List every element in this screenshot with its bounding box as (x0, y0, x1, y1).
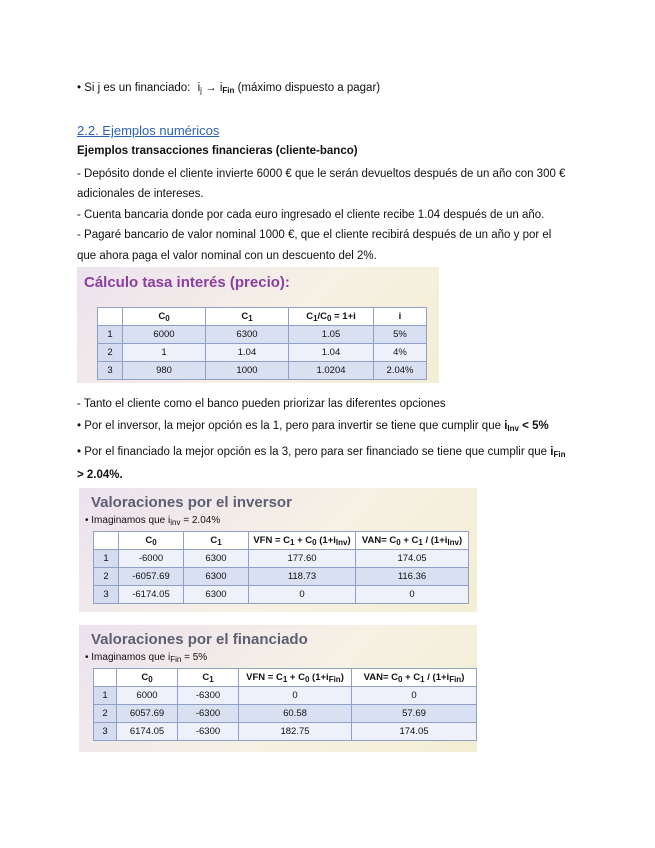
table-header-cell: $VAN= C_0 + C_1 / (1+i_{Inv})$ (356, 532, 469, 550)
table-header-cell: $C_1$ (178, 669, 239, 687)
example-line-2: adicionales de intereses. (77, 188, 204, 200)
table-row (98, 362, 427, 380)
table-header-cell: $C_0$ (117, 669, 178, 687)
table-cell: 2.04% (374, 362, 427, 380)
table-header-cell (94, 532, 119, 550)
table-cell: 116.36 (356, 568, 469, 586)
table-cell: 1000 (206, 362, 289, 380)
section-subheading: Ejemplos transacciones financieras (cliente-banco) (77, 145, 358, 157)
example-line-3: - Cuenta bancaria donde por cada euro ingresado el cliente recibe 1.04 después de un año. (77, 209, 545, 221)
table-cell: 0 (356, 586, 469, 604)
table-header-cell: VFN = $C_1 + C_0$ $(1+i_{Inv})$ (249, 532, 356, 550)
table-header-cell: VFN = $C_1 + C_0$ $(1+i_{Fin})$ (239, 669, 352, 687)
table-cell: 2 (94, 705, 117, 723)
table-header-row (94, 532, 469, 550)
table2-panel (79, 488, 477, 612)
example-line-5: que ahora paga el valor nominal con un descuento del 2%. (77, 250, 377, 262)
i-fin-symbol: $i_{Fin}$ (219, 82, 235, 95)
table-row (94, 705, 477, 723)
table-row (98, 344, 427, 362)
table-cell: 6000 (123, 326, 206, 344)
note-line-1: - Tanto el cliente como el banco pueden priorizar las diferentes opciones (77, 398, 446, 410)
note-line-3: • Por el financiado la mejor opción es la 3, pero para ser financiado se tiene que cumplir que $i_{Fin}$ (77, 446, 566, 459)
table-cell: 3 (94, 723, 117, 741)
table3 (93, 668, 477, 741)
table-cell: 3 (98, 362, 123, 380)
table-cell: 6174.05 (117, 723, 178, 741)
table-cell: 6300 (184, 586, 249, 604)
table-cell: 5% (374, 326, 427, 344)
table-cell: 0 (239, 687, 352, 705)
table-cell: 6057.69 (117, 705, 178, 723)
table-header-cell: $C_0$ (119, 532, 184, 550)
table-header-cell: $C_1/C_0 = 1+i$ (289, 308, 374, 326)
table-row (94, 586, 469, 604)
intro-note: (máximo dispuesto a pagar) (237, 82, 381, 94)
note-line-2: • Por el inversor, la mejor opción es la 1, pero para invertir se tiene que cumplir que $i_{Inv} < 5\%$ (77, 420, 549, 433)
table-cell: 4% (374, 344, 427, 362)
example-line-4: - Pagaré bancario de valor nominal 1000 €, que el cliente recibirá después de un año y por el (77, 229, 552, 241)
table3-assumption: • Imaginamos que $i_{Fin} = 5\%$ (85, 652, 208, 664)
note-line-4: > 2.04%. (77, 469, 123, 481)
table-cell: 2 (98, 344, 123, 362)
table-cell: 1 (98, 326, 123, 344)
intro-text: Si j es un financiado: (84, 82, 191, 94)
table-cell: 1.05 (289, 326, 374, 344)
table-cell: 174.05 (356, 550, 469, 568)
table2-assumption: • Imaginamos que $i_{inv} = 2.04\%$ (85, 515, 221, 527)
table-cell: 1.04 (289, 344, 374, 362)
table3-panel (79, 625, 477, 752)
i-j-symbol: $i_j$ (197, 82, 202, 95)
table-cell: 182.75 (239, 723, 352, 741)
table-header-cell (98, 308, 123, 326)
bullet: • (77, 82, 82, 94)
table-cell: 174.05 (352, 723, 477, 741)
table-row (94, 568, 469, 586)
table-header-row (98, 308, 427, 326)
table-cell: 6300 (206, 326, 289, 344)
table-cell: 2 (94, 568, 119, 586)
table2 (93, 531, 469, 604)
table3-title: Valoraciones por el financiado (91, 631, 308, 648)
table-cell: 1 (94, 550, 119, 568)
table-cell: 1 (94, 687, 117, 705)
section-heading[interactable]: 2.2. Ejemplos numéricos (77, 123, 220, 138)
table-row (98, 326, 427, 344)
table-row (94, 687, 477, 705)
table-cell: -6300 (178, 687, 239, 705)
intro-line (77, 80, 380, 99)
table-cell: -6300 (178, 723, 239, 741)
table-cell: 0 (352, 687, 477, 705)
table-header-cell: $C_1$ (184, 532, 249, 550)
table-header-cell: $VAN= C_0 + C_1 / (1+i_{Fin})$ (352, 669, 477, 687)
table-cell: 177.60 (249, 550, 356, 568)
table-cell: 0 (249, 586, 356, 604)
table-header-cell: $C_0$ (123, 308, 206, 326)
table-cell: 980 (123, 362, 206, 380)
table-header-cell: i (374, 308, 427, 326)
table-cell: -6300 (178, 705, 239, 723)
arrow-icon: → (205, 82, 217, 94)
table-cell: -6057.69 (119, 568, 184, 586)
table1-title: Cálculo tasa interés (precio): (84, 274, 290, 291)
table-cell: 118.73 (249, 568, 356, 586)
table-header-cell: $C_1$ (206, 308, 289, 326)
table-row (94, 550, 469, 568)
table-cell: -6000 (119, 550, 184, 568)
example-line-1: - Depósito donde el cliente invierte 6000 € que le serán devueltos después de un año con 300 € (77, 168, 566, 180)
table-cell: 57.69 (352, 705, 477, 723)
table-cell: 1.04 (206, 344, 289, 362)
table1-panel (77, 267, 439, 383)
table-header-cell (94, 669, 117, 687)
table1 (97, 307, 427, 380)
table-cell: 6300 (184, 568, 249, 586)
table-cell: 1 (123, 344, 206, 362)
table-cell: -6174.05 (119, 586, 184, 604)
table-header-row (94, 669, 477, 687)
table2-title: Valoraciones por el inversor (91, 494, 292, 511)
table-cell: 6000 (117, 687, 178, 705)
table-cell: 60.58 (239, 705, 352, 723)
table-row (94, 723, 477, 741)
table-cell: 1.0204 (289, 362, 374, 380)
table-cell: 6300 (184, 550, 249, 568)
table-cell: 3 (94, 586, 119, 604)
